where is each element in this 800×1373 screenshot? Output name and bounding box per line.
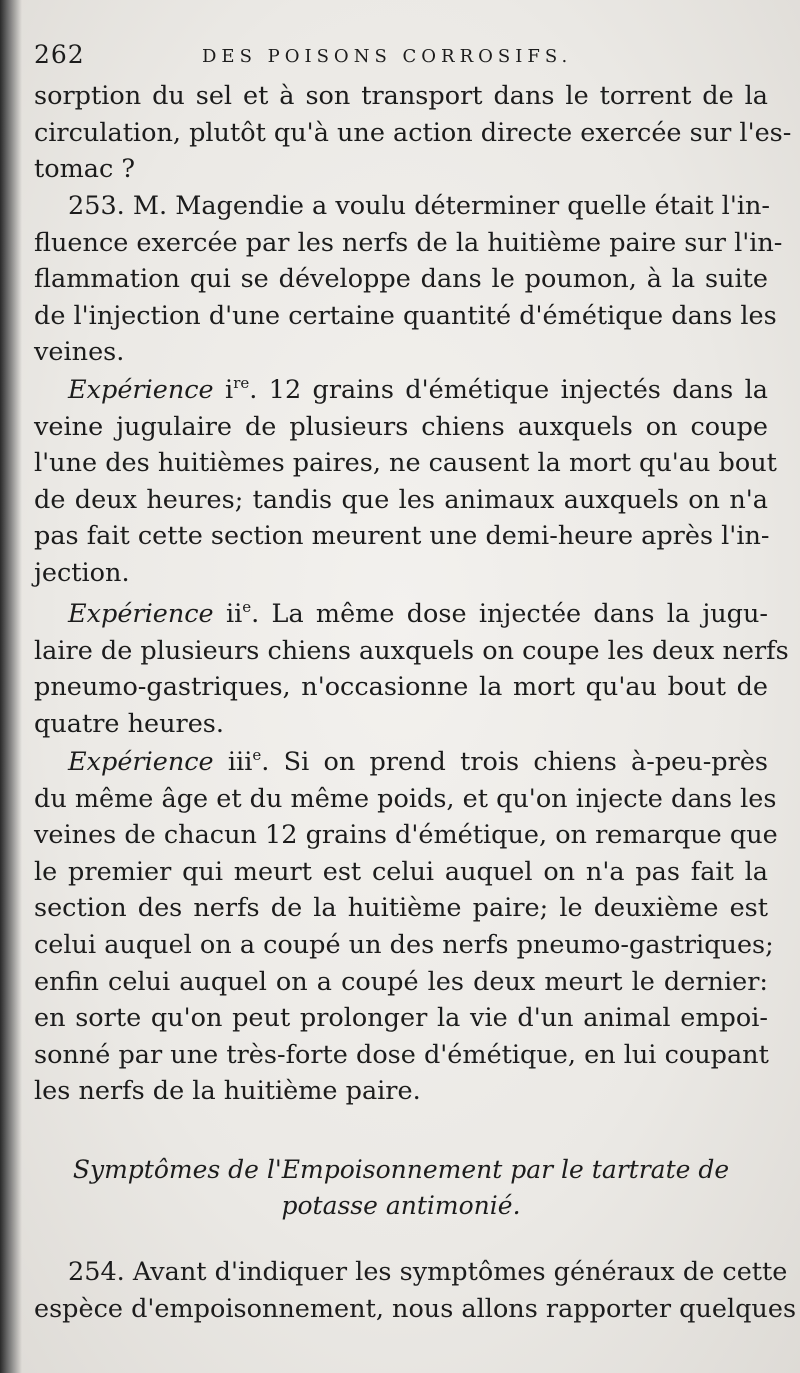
binding-shadow [0,0,22,1373]
text-line: pneumo-gastriques, n'occasionne la mort qu'au bout de [34,672,768,703]
text-fragment: . La même dose injectée dans la jugu- [251,599,769,629]
text-line: le premier qui meurt est celui auquel on n'a pas fait la [34,856,768,887]
experience-1 [34,372,777,592]
text-line: en sorte qu'on peut prolonger la vie d'un animal empoi- [34,1003,768,1034]
experience-label: Expérience [68,599,214,629]
section-heading-line-2: potasse antimonié. [281,1191,521,1220]
running-head: DES POISONS CORROSIFS. [202,46,573,67]
text-line: enfin celui auquel on a coupé les deux meurt le dernier: [34,966,768,997]
experience-2-first-line [34,596,768,633]
text-line: 253. M. Magendie a voulu déterminer quelle était l'in- [68,191,771,221]
paragraph-254 [34,1254,797,1327]
text-line: sonné par une très-forte dose d'émétique, en lui coupant [34,1039,769,1070]
text-line: tomac ? [34,154,136,185]
text-line: 254. Avant d'indiquer les symptômes généraux de cette [68,1257,788,1287]
experience-numeral: iii [227,747,253,777]
text-line: sorption du sel et à son transport dans le torrent de la [34,81,768,111]
text-line: celui auquel on a coupé un des nerfs pneumo-gastriques; [34,929,774,960]
paragraph-continuation [34,78,792,188]
text-line: pas fait cette section meurent une demi-heure après l'in- [34,521,770,552]
experience-ordinal: e [252,746,262,764]
section-heading [34,1152,768,1224]
text-line: veines. [34,337,125,368]
experience-3 [34,744,778,1110]
experience-ordinal: re [233,374,250,392]
text-line: laire de plusieurs chiens auxquels on coupe les deux nerfs [34,635,789,666]
experience-numeral: i [225,375,234,405]
section-heading-line-1: Symptômes de l'Empoisonnement par le tartrate de [72,1155,730,1184]
text-line: du même âge et du même poids, et qu'on injecte dans les [34,783,777,814]
text-line: l'une des huitièmes paires, ne causent la mort qu'au bout [34,448,777,479]
text-line: quatre heures. [34,708,224,739]
text-line: de l'injection d'une certaine quantité d'émétique dans les [34,300,777,331]
text-line: flammation qui se développe dans le poumon, à la suite [34,264,768,295]
experience-label: Expérience [68,747,214,777]
experience-3-first-line [34,744,768,781]
text-line: veines de chacun 12 grains d'émétique, on remarque que [34,820,778,851]
text-fragment: . 12 grains d'émétique injectés dans la [249,375,768,405]
page-number: 262 [34,40,85,69]
text-line: les nerfs de la huitième paire. [34,1076,421,1107]
text-line: circulation, plutôt qu'à une action directe exercée sur l'es- [34,117,792,148]
experience-numeral: ii [225,599,243,629]
text-line: fluence exercée par les nerfs de la huitième paire sur l'in- [34,227,783,258]
paragraph-253 [34,188,783,371]
page-header [34,40,754,80]
experience-label: Expérience [68,375,214,405]
experience-2 [34,596,789,742]
text-fragment: . Si on prend trois chiens à-peu-près [261,747,769,777]
text-line: de deux heures; tandis que les animaux auxquels on n'a [34,484,768,515]
text-line: veine jugulaire de plusieurs chiens auxquels on coupe [34,411,768,442]
text-line: jection. [34,557,130,588]
experience-ordinal: e [242,598,252,616]
experience-1-first-line [34,372,768,409]
text-line: section des nerfs de la huitième paire; le deuxième est [34,893,768,924]
text-line: espèce d'empoisonnement, nous allons rapporter quelques [34,1293,797,1324]
